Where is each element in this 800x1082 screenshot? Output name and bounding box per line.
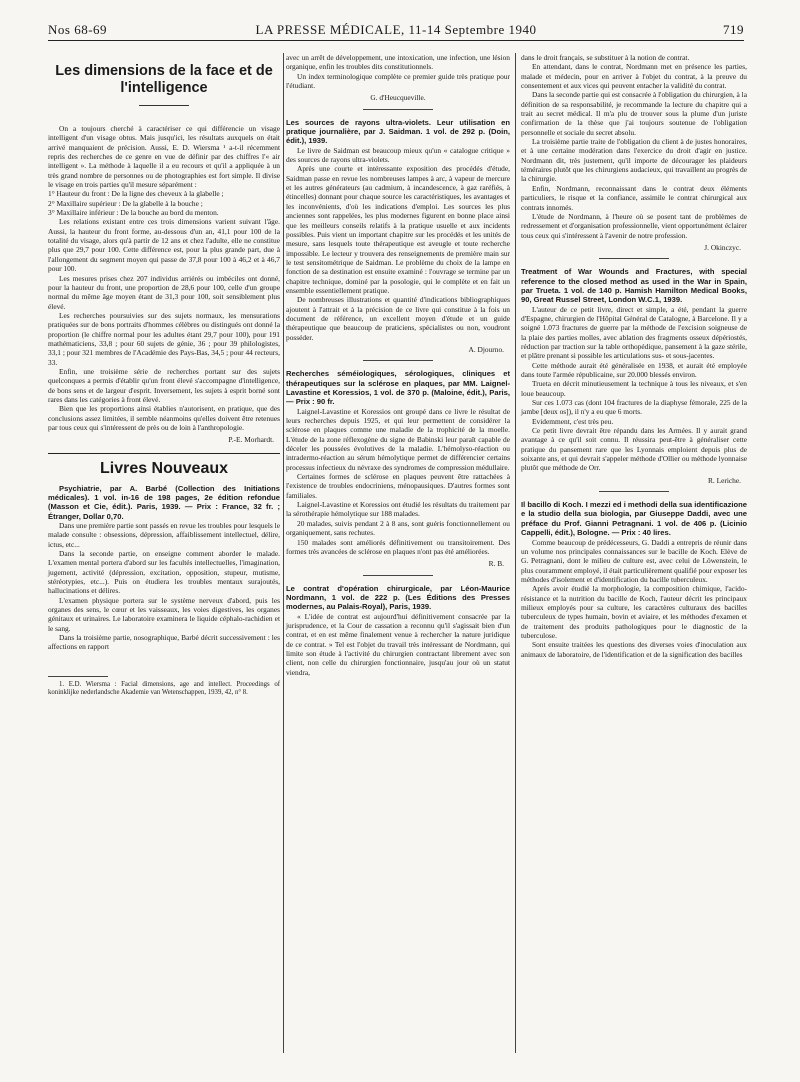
paragraph: 150 malades sont améliorés définitivement ou transitoirement. Des formes très avancées de sclérose en plaques n'ont pas été améliorées. xyxy=(286,537,510,556)
footnote-rule xyxy=(48,676,108,677)
paragraph: 20 malades, suivis pendant 2 à 8 ans, sont guéris fonctionnellement ou organiquement, sans rechutes. xyxy=(286,518,510,538)
paragraph: avec un arrêt de développement, une intoxication, une infection, une lésion organique, enfin les troubles dits constitutionnels. xyxy=(286,53,510,72)
issue-number: Nos 68-69 xyxy=(48,22,108,37)
author-signature: J. Okinczyc. xyxy=(704,242,741,252)
paragraph: Laignel-Lavastine et Koressios ont étudié les résultats du traitement par la sérothérapie hémolytique sur 188 malades. xyxy=(286,500,510,519)
paragraph: De nombreuses illustrations et quantité d'indications bibliographiques ajoutent à l'attrait et à la précision de ce livre qui constitue à la fois un document de référence, un excellent moyen d'étude et un guide thérapeutique que beaucoup de praticiens, spécialistes ou non, voudront posséder. xyxy=(286,295,510,342)
review-separator xyxy=(599,258,669,259)
list-item: 3° Maxillaire inférieur : De la bouche au bord du menton. xyxy=(48,208,219,218)
section-title: Livres Nouveaux xyxy=(99,460,229,478)
paragraph: Certaines formes de sclérose en plaques peuvent être rattachées à l'existence de troubles endocriniens, ménopausiques. D'autres formes sont familiales. xyxy=(286,472,510,500)
column-rule xyxy=(515,53,516,1053)
review-separator xyxy=(363,109,433,110)
journal-title: LA PRESSE MÉDICALE, 11-14 Septembre 1940 xyxy=(255,22,537,37)
author-signature: R. B. xyxy=(488,559,504,569)
paragraph: En attendant, dans le contrat, Nordmann met en présence les parties, malade et médecin, pour en arriver à l'objet du contrat, à la preuve du consentement et aux vices qui peuvent entacher la validité du contrat. xyxy=(521,62,747,91)
paragraph: Les relations existant entre ces trois dimensions varient suivant l'âge. Aussi, la hauteur du front forme, au-dessous d'un an, 41,1 pour 100 de la totalité du visage, alors qu'à partir de 12 ans et chez l'adulte, elle ne constitue plus que 29,7 pour 100. Cette différence est, pour la plus grande part, due à l'allongement du segment moyen qui passe de 37,8 pour 100 à 46,2 et à 46,7 pour 100. xyxy=(48,217,280,274)
review-title: Recherches séméiologiques, sérologiques, cliniques et thérapeutiques sur la sclérose en plaques, par MM. Laignel-Lavastine et Koressios, 1 vol. de 370 p. (Maloine, édit.), Paris, — Prix : 90 fr. xyxy=(286,369,510,407)
paragraph: Ce petit livre devrait être répandu dans les Armées. Il y aurait grand avantage à ce qu'il soit connu. Il réussira peut-être à généraliser cette pratique du pansement rare que les Lyonnais emploient depuis plus de soixante ans, et qui devrait s'appeler méthode d'Ollier ou méthode lyonnaise plutôt que méthode de Orr. xyxy=(521,426,747,473)
page-number: 719 xyxy=(723,22,744,37)
paragraph: Laignel-Lavastine et Koressios ont groupé dans ce livre le résultat de leurs recherches depuis 1925, et qui leur permettent de considérer la sclérose en plaques comme une maladie de la trophicité de la moelle. L'étude de la zone réflexogène du signe de Babinski leur paraît capable de déceler les poussées évolutives de la maladie. L'hémolyso-réaction ou intradermo-réaction au sérum hémolytique permet de différencier certains processus infectieux du névraxe des syndromes de compression médullaire. xyxy=(286,406,510,472)
review-title: Treatment of War Wounds and Fractures, with special reference to the closed method as used in the War in Spain, par Trueta. 1 vol. de 140 p. Hamish Hamilton Medical Books, 90, Great Russel Street, London W.C.1, 1939. xyxy=(521,267,747,305)
review-title: Il bacillo di Koch. I mezzi ed i methodi della sua identificazione e la studio della sua biologia, par Giuseppe Daddi, avec une préface du Prof. Gianni Petragnani. 1 vol. de 406 p. (Licinio Cappelli, édit.), Bologne. — Prix : 40 lires. xyxy=(521,500,747,538)
paragraph: « L'idée de contrat est aujourd'hui définitivement consacrée par la jurisprudence, et la Cour de cassation a reconnu qu'il s'agissait bien d'un contrat, et en est même finalement venue à rechercher la nature juridique de ce contrat. » Tel est l'objet du travail très intéressant de Nordmann, qui limite son étude à l'activité du chirurgien contractant librement avec son client, non celle du chirurgien fonctionnaire, jusqu'au jour où un statut viendra, xyxy=(286,611,510,677)
paragraph: Les recherches poursuivies sur des sujets normaux, les mensurations pratiquées sur de bons portraits d'hommes célèbres ou distingués ont donné la proportion (le chiffre normal pour les adultes étant 29,7 pour 100), pour 191 mathématiciens, 33,8 ; pour 60 sujets de génie, 36 ; pour 39 philologistes, 33,1 ; pour 321 membres de l'Académie des Pays-Bas, 34,5 ; pour 44 recteurs, 33. xyxy=(48,310,280,367)
review-separator xyxy=(599,491,669,492)
page-header xyxy=(48,20,744,41)
title-rule xyxy=(139,105,189,106)
author-signature: P.-E. Morhardt. xyxy=(228,435,274,445)
paragraph: Sur ces 1.073 cas (dont 104 fractures de la diaphyse fémorale, 225 de la jambe [deux os]), il n'y a eu que 6 morts. xyxy=(521,398,747,417)
list-item: 1° Hauteur du front : De la ligne des cheveux à la glabelle ; xyxy=(48,189,224,199)
paragraph: Un index terminologique complète ce premier guide très pratique pour l'étudiant. xyxy=(286,71,510,91)
list-item: 2° Maxillaire supérieur : De la glabelle à la bouche ; xyxy=(48,198,203,208)
paragraph: Dans la troisième partie, nosographique, Barbé décrit successivement : les affections en rapport xyxy=(48,633,280,652)
paragraph: Trueta en décrit minutieusement la technique à tous les niveaux, et s'en loue beaucoup. xyxy=(521,379,747,398)
paragraph: Dans la seconde partie, on enseigne comment aborder le malade. L'examen mental portera d'abord sur les facultés intellectuelles, l'imagination, jugement, activité (dépression, excitation, opposition, stupeur, mutisme, stéréotypies, etc...). Puis on étudiera les troubles mentaux surajoutés, hallucinations et délires. xyxy=(48,548,280,596)
paragraph: L'étude de Nordmann, à l'heure où se posent tant de problèmes de redressement et d'organisation professionnelle, vient opportunément éclairer tous ceux qui s'intéressent à l'avenir de notre profession. xyxy=(521,211,747,240)
paragraph: Le livre de Saidman est beaucoup mieux qu'un « catalogue critique » des sources de rayons ultra-violets. xyxy=(286,145,510,165)
review-title: Psychiatrie, par A. Barbé (Collection des Initiations médicales). 1 vol. in-16 de 198 pages, 2e édition refondue (Masson et Cie, édit.). Paris, 1939. — Prix : France, 32 fr. ; Étranger, Dollar 0,70. xyxy=(48,483,280,521)
review-title: Les sources de rayons ultra-violets. Leur utilisation en pratique journalière, par J. Saidman. 1 vol. de 292 p. (Doin, édit.), 1939. xyxy=(286,117,510,146)
author-signature: R. Leriche. xyxy=(707,475,741,485)
paragraph: dans le droit français, se substituer à la notion de contrat. xyxy=(521,53,690,62)
paragraph: Cette méthode aurait été généralisée en 1938, et aurait été employée dans toute l'armée républicaine, sur 20.000 blessés environ. xyxy=(521,360,747,379)
paragraph: Bien que les proportions ainsi établies n'autorisent, en pratique, que des conclusions assez limitées, il semble néanmoins qu'elles doivent être retenues par tous ceux qui s'intéressent de près ou de loin à l'anthropologie. xyxy=(48,404,280,432)
author-signature: A. Djourno. xyxy=(468,344,504,354)
paragraph: Dans la seconde partie qui est consacrée à l'obligation du chirurgien, à la définition de sa responsabilité, je recommande la lecture du chapitre qui a trait au secret médical. Il m'a plu de trouver sous la plume d'un juriste confirmation de la thèse que j'ai toujours soutenue de l'obligation personnelle et sociale du secret absolu. xyxy=(521,90,747,137)
section-rule xyxy=(48,453,280,455)
author-signature: G. d'Heucqueville. xyxy=(370,93,426,103)
paragraph: Dans une première partie sont passés en revue les troubles pour lesquels le malade consulte : obsessions, dépression, affaiblissement intellectuel, délire, ictus, etc... xyxy=(48,520,280,549)
column-rule xyxy=(283,53,284,1053)
paragraph: Après avoir étudié la morphologie, la composition chimique, l'acido-résistance et la nutrition du bacille de Koch, l'auteur décrit les principaux milieux employés pour sa culture, les caractères culturaux des bacilles tuberculeux de types humain, bovin et aviaire, et les méthodes d'examen et de traitement des produits pathologiques pour le diagnostic de la tuberculose. xyxy=(521,584,747,640)
paragraph: L'examen physique portera sur le système nerveux d'abord, puis les organes des sens, le cœur et les vaisseaux, les voies digestives, les organes génitaux et urinaires. Le laboratoire examinera le liquide céphalo-rachidien et le sang. xyxy=(48,595,280,633)
paragraph: La troisième partie traite de l'obligation du client à de justes honoraires, et à une certaine modération dans l'exercice du droit d'agir en justice. Nordmann dit, très justement, qu'il importe de décourager les plaideurs téméraires plutôt que les chirurgiens audacieux, qui travaillent au progrès de la chirurgie. xyxy=(521,137,747,184)
article-title: Les dimensions de la face et de l'intelligence xyxy=(55,63,273,96)
paragraph: Après une courte et intéressante exposition des procédés d'étude, Saidman passe en revue les nombreuses lampes à arc, à vapeur de mercure et les autres générateurs (au cadmium, à incandescence, à gaz raréfiés, à étincelles) donnant pour chaque source les caractéristiques, les avantages et les inconvénients, d'où les indications d'emploi. Les sources les plus anciennes sont rappelées, les plus modernes figurent en bonne place ainsi que les meilleurs conseils relatifs à la pratique usuelle et aux incidents possibles. Puis vient un important chapitre sur les procédés et les unités de mesure, sans lesquels toute thérapeutique est aveugle et toute recherche impossible. Le lecteur y trouvera des renseignements de première main sur le test sensitométrique de Saidman. Le problème du choix de la lampe en fonction de sa destination est ensuite examiné : l'ouvrage se termine par un chapitre technique, dominé par la posologie, qui le complète et en fait un ensemble essentiellement pratique. xyxy=(286,164,510,295)
paragraph: On a toujours cherché à caractériser ce qui différencie un visage intelligent d'un visage obtus. Mais jusqu'ici, les résultats auxquels on était arrivé manquaient de précision. Aussi, E. D. Wiersma ¹ a-t-il récemment repris des recherches de ce genre en vue de définir par des chiffres l'« air intelligent ». La méthode à laquelle il a eu recours et qu'il a appliquée à un très grand nombre de personnes ou de photographies est fort simple. Il divise le visage en trois parties qu'il mesure séparément : xyxy=(48,124,280,190)
paragraph: Sont ensuite traitées les questions des diverses voies d'inoculation aux animaux de laboratoire, de l'identification et de la signification des bacilles xyxy=(521,640,747,659)
review-title: Le contrat d'opération chirurgicale, par Léon-Maurice Nordmann, 1 vol. de 222 p. (Les Éditions des Presses modernes, au Palais-Royal), Paris, 1939. xyxy=(286,583,510,612)
paragraph: Enfin, Nordmann, reconnaissant dans le contrat deux éléments particuliers, le risque et la confiance, assimile le contrat chirurgical aux contrats innomés. xyxy=(521,183,747,212)
paragraph: Enfin, une troisième série de recherches portant sur des sujets quelconques a permis d'établir qu'un front élevé s'accompagne d'intelligence, de bons sens et de largeur d'esprit. Inversement, les sujets à esprit borné sont rares dans les catégories à front élevé. xyxy=(48,366,280,404)
review-separator xyxy=(363,575,433,576)
paragraph: Evidemment, c'est très peu. xyxy=(532,416,614,426)
column-2 xyxy=(286,53,510,677)
footnote: 1. E.D. Wiersma : Facial dimensions, age and intellect. Proceedings of koninklijke nederlandsche Akademie van Wetenschappen, 1939, 42, n° 8. xyxy=(48,680,280,697)
paragraph: Comme beaucoup de prédécesseurs, G. Daddi a entrepris de réunir dans un volume nos principales connaissances sur le bacille de Koch. Elève de G. Petragnani, dont le milieu de culture est, avec celui de Löwenstein, le plus couramment employé, il était particulièrement qualifié pour exposer les méthodes d'isolement et d'identification du bacille tuberculeux. xyxy=(521,537,747,584)
paragraph: L'auteur de ce petit livre, direct et simple, a été, pendant la guerre d'Espagne, chirurgien de l'Hôpital Général de Catalogne, à Barcelone. Il y a soigné 1.073 fractures de guerre par la méthode de l'excision soigneuse de la plaie des parties molles, avec ablation des fragments osseux dépériostés, réduction par traction sur la table orthopédique, pansement à la gaze stérile, et plâtre prenant si possible les articulations sus- et sous-jacentes. xyxy=(521,304,747,361)
review-separator xyxy=(363,360,433,361)
paragraph: Les mesures prises chez 207 individus arriérés ou imbéciles ont donné, pour la hauteur du front, une proportion de 28,6 pour 100, celle d'un groupe normal du même âge moyen étant de 31,3 pour 100, soit sensiblement plus élevé. xyxy=(48,273,280,311)
column-3 xyxy=(521,53,747,659)
column-1 xyxy=(48,53,280,698)
